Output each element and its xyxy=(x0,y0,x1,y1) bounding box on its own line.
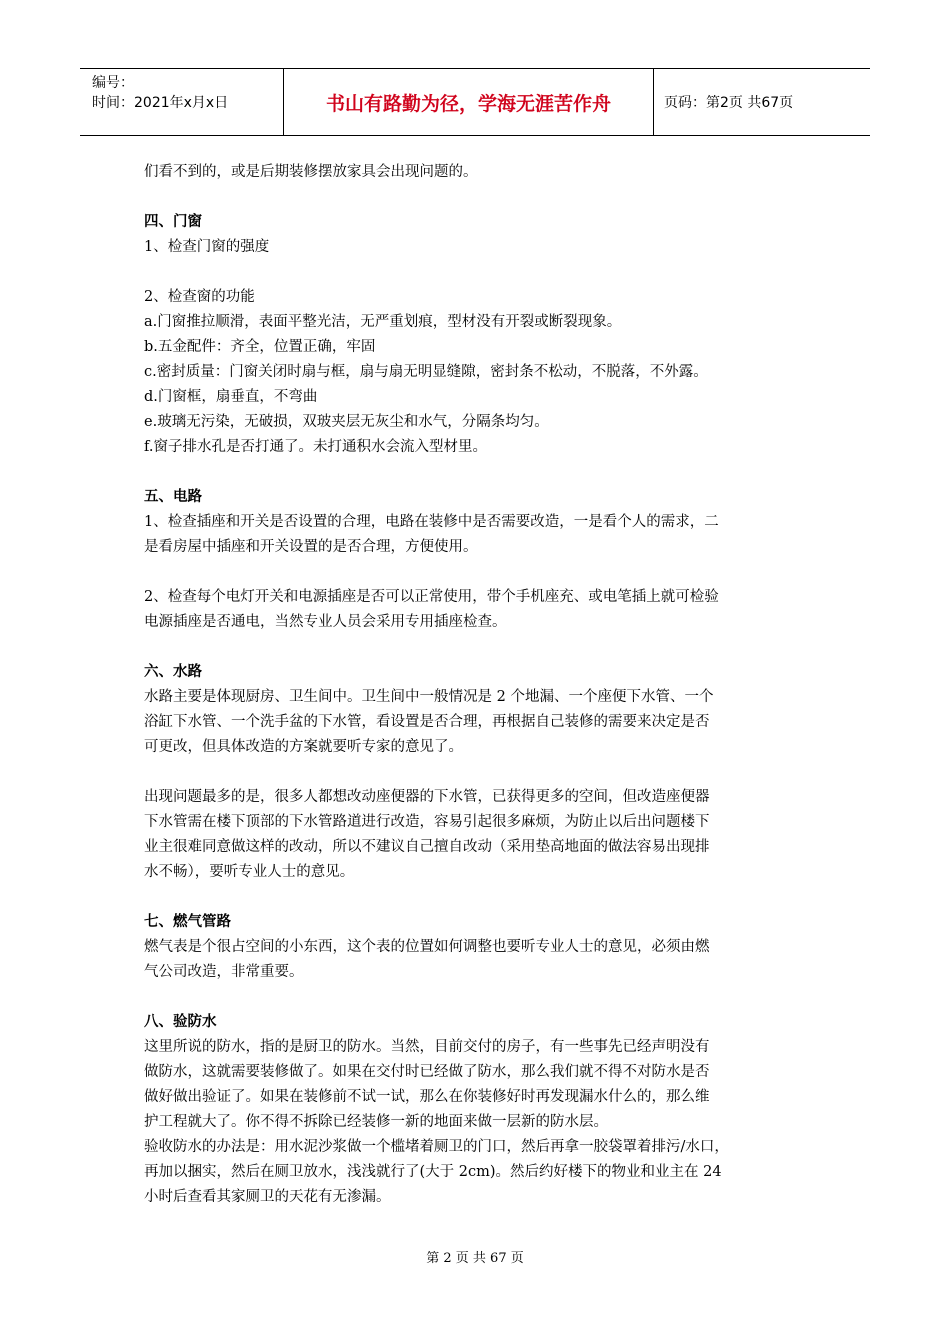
blank-line xyxy=(144,760,814,785)
number-label: 编号： xyxy=(92,75,134,91)
paragraph-line: 1、检查插座和开关是否设置的合理，电路在装修中是否需要改造，一是看个人的需求，二 xyxy=(144,514,719,530)
blank-line xyxy=(144,635,814,660)
section-heading: 五、电路 xyxy=(144,489,202,505)
paragraph-line: 水不畅），要听专业人士的意见。 xyxy=(144,864,355,880)
header-page-number: 页码：第2页 共67页 xyxy=(664,95,794,111)
time-label: 时间：2021年x月x日 xyxy=(92,95,229,111)
paragraph-line: 是看房屋中插座和开关设置的是否合理，方便使用。 xyxy=(144,539,478,555)
paragraph-line: 们看不到的，或是后期装修摆放家具会出现问题的。 xyxy=(144,164,478,180)
paragraph-line: 护工程就大了。你不得不拆除已经装修一新的地面来做一层新的防水层。 xyxy=(144,1114,608,1130)
paragraph-line: 下水管需在楼下顶部的下水管路道进行改造，容易引起很多麻烦，为防止以后出问题楼下 xyxy=(144,814,710,830)
paragraph-line: 再加以捆实，然后在厕卫放水，浅浅就行了(大于 2cm)。然后约好楼下的物业和业主在 24 xyxy=(144,1164,722,1180)
paragraph-line: 2、检查窗的功能 xyxy=(144,289,255,305)
section-heading: 七、燃气管路 xyxy=(144,914,231,930)
blank-line xyxy=(144,260,814,285)
paragraph-line: 2、检查每个电灯开关和电源插座是否可以正常使用，带个手机座充、或电笔插上就可检验 xyxy=(144,589,719,605)
paragraph-line: a.门窗推拉顺滑，表面平整光洁，无严重划痕，型材没有开裂或断裂现象。 xyxy=(144,314,622,330)
blank-line xyxy=(144,885,814,910)
section-heading: 四、门窗 xyxy=(144,214,202,230)
page-header xyxy=(80,68,870,136)
paragraph-line: 可更改，但具体改造的方案就要听专家的意见了。 xyxy=(144,739,463,755)
paragraph-line: 气公司改造，非常重要。 xyxy=(144,964,304,980)
paragraph-line: d.门窗框，扇垂直，不弯曲 xyxy=(144,389,318,405)
paragraph-line: e.玻璃无污染，无破损，双玻夹层无灰尘和水气，分隔条均匀。 xyxy=(144,414,549,430)
blank-line xyxy=(144,185,814,210)
paragraph-line: 做好做出验证了。如果在装修前不试一试，那么在你装修好时再发现漏水什么的，那么维 xyxy=(144,1089,710,1105)
document-body xyxy=(144,160,814,1210)
paragraph-line: 验收防水的办法是：用水泥沙浆做一个槛堵着厕卫的门口，然后再拿一胶袋罩着排污/水口， xyxy=(144,1139,729,1155)
paragraph-line: 燃气表是个很占空间的小东西，这个表的位置如何调整也要听专业人士的意见，必须由燃 xyxy=(144,939,710,955)
paragraph-line: f.窗子排水孔是否打通了。未打通积水会流入型材里。 xyxy=(144,439,487,455)
blank-line xyxy=(144,985,814,1010)
page-footer: 第 2 页 共 67 页 xyxy=(426,1251,524,1266)
blank-line xyxy=(144,460,814,485)
section-heading: 八、验防水 xyxy=(144,1014,217,1030)
paragraph-line: 浴缸下水管、一个洗手盆的下水管，看设置是否合理，再根据自己装修的需要来决定是否 xyxy=(144,714,710,730)
paragraph-line: 出现问题最多的是，很多人都想改动座便器的下水管，已获得更多的空间，但改造座便器 xyxy=(144,789,710,805)
paragraph-line: 这里所说的防水，指的是厨卫的防水。当然，目前交付的房子，有一些事先已经声明没有 xyxy=(144,1039,710,1055)
paragraph-line: 电源插座是否通电，当然专业人员会采用专用插座检查。 xyxy=(144,614,507,630)
paragraph-line: c.密封质量：门窗关闭时扇与框，扇与扇无明显缝隙，密封条不松动，不脱落，不外露。 xyxy=(144,364,708,380)
paragraph-line: b.五金配件：齐全，位置正确，牢固 xyxy=(144,339,376,355)
section-heading: 六、水路 xyxy=(144,664,202,680)
paragraph-line: 业主很难同意做这样的改动，所以不建议自己擅自改动（采用垫高地面的做法容易出现排 xyxy=(144,839,710,855)
paragraph-line: 做防水，这就需要装修做了。如果在交付时已经做了防水，那么我们就不得不对防水是否 xyxy=(144,1064,710,1080)
paragraph-line: 水路主要是体现厨房、卫生间中。卫生间中一般情况是 2 个地漏、一个座便下水管、一个 xyxy=(144,689,714,705)
header-motto: 书山有路勤为径，学海无涯苦作舟 xyxy=(283,69,654,135)
header-meta xyxy=(80,69,283,135)
paragraph-line: 小时后查看其家厕卫的天花有无渗漏。 xyxy=(144,1189,391,1205)
paragraph-line: 1、检查门窗的强度 xyxy=(144,239,270,255)
blank-line xyxy=(144,560,814,585)
